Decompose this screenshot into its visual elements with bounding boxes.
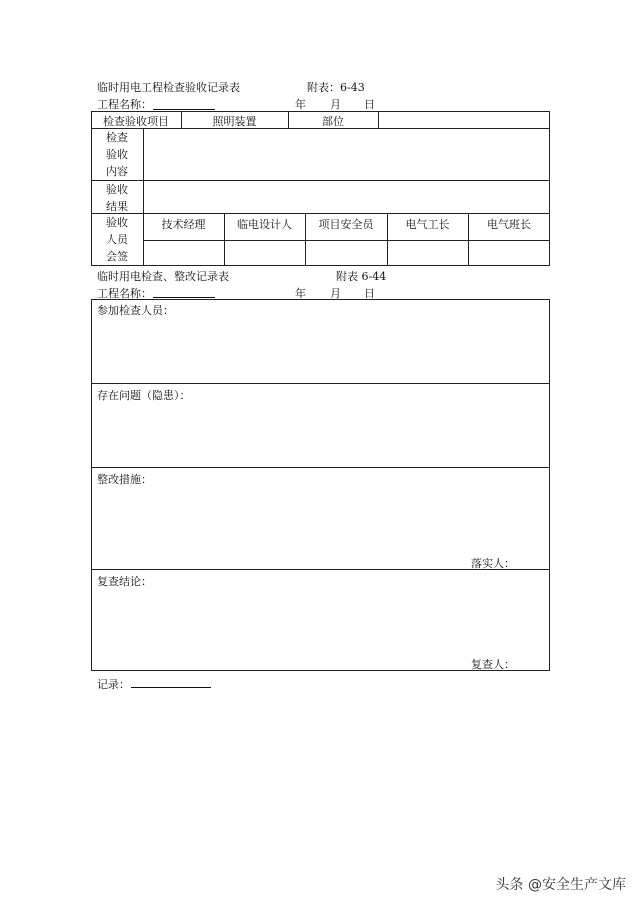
form2-project-name-field[interactable]: [153, 297, 215, 298]
recorder-label: 记录：: [97, 678, 130, 691]
signoff-field[interactable]: [388, 241, 468, 265]
form1-attachment-no: 附表：6-43: [307, 81, 365, 94]
form2-attachment-no: 附表 6-44: [336, 270, 387, 283]
participants-label: 参加检查人员：: [97, 304, 174, 317]
form2-project-name-label: 工程名称：: [97, 287, 152, 300]
review-field[interactable]: [92, 588, 549, 654]
reviewer-label: 复查人：: [471, 658, 515, 671]
measures-field[interactable]: [92, 486, 549, 552]
participants-field[interactable]: [92, 318, 549, 382]
form1-title: 临时用电工程检查验收记录表: [97, 81, 240, 94]
issues-label: 存在问题（隐患）：: [97, 389, 191, 402]
content-field[interactable]: [144, 129, 549, 179]
signoff-role: 技术经理: [161, 218, 206, 231]
form2-row-divider: [91, 467, 550, 468]
signoff-role: 项目安全员: [318, 218, 374, 231]
review-label: 复查结论：: [97, 575, 152, 588]
signoff-label: 验收 人员 会签: [106, 216, 128, 263]
signoff-role: 临电设计人: [237, 218, 292, 231]
form1-project-name-field[interactable]: [153, 109, 215, 110]
inspection-item-value: 照明装置: [212, 115, 257, 128]
result-field[interactable]: [144, 181, 549, 212]
form2-month-label: 月: [330, 287, 341, 300]
form2-title: 临时用电检查、整改记录表: [97, 270, 229, 283]
implementer-label: 落实人：: [471, 557, 515, 570]
part-field[interactable]: [379, 112, 549, 127]
form1-row-divider: [91, 213, 550, 214]
form2-year-label: 年: [295, 287, 306, 300]
form1-day-label: 日: [364, 98, 375, 111]
form1-project-name-label: 工程名称：: [97, 98, 152, 111]
signoff-field[interactable]: [144, 241, 224, 265]
result-label: 验收 结果: [106, 183, 128, 213]
signoff-field[interactable]: [306, 241, 387, 265]
issues-field[interactable]: [92, 402, 549, 466]
signoff-role: 电气工长: [405, 218, 450, 231]
form2-row-divider: [91, 383, 550, 384]
watermark: 头条 @安全生产文库: [495, 877, 626, 893]
recorder-field[interactable]: [131, 687, 211, 688]
inspection-item-label: 检查验收项目: [103, 115, 169, 128]
signoff-field[interactable]: [469, 241, 549, 265]
signoff-role: 电气班长: [487, 218, 531, 231]
form2-day-label: 日: [364, 287, 375, 300]
form1-year-label: 年: [295, 98, 306, 111]
content-label: 检查 验收 内容: [106, 131, 128, 178]
signoff-field[interactable]: [225, 241, 305, 265]
measures-label: 整改措施：: [97, 473, 152, 486]
form1-month-label: 月: [330, 98, 341, 111]
part-label: 部位: [322, 115, 344, 128]
